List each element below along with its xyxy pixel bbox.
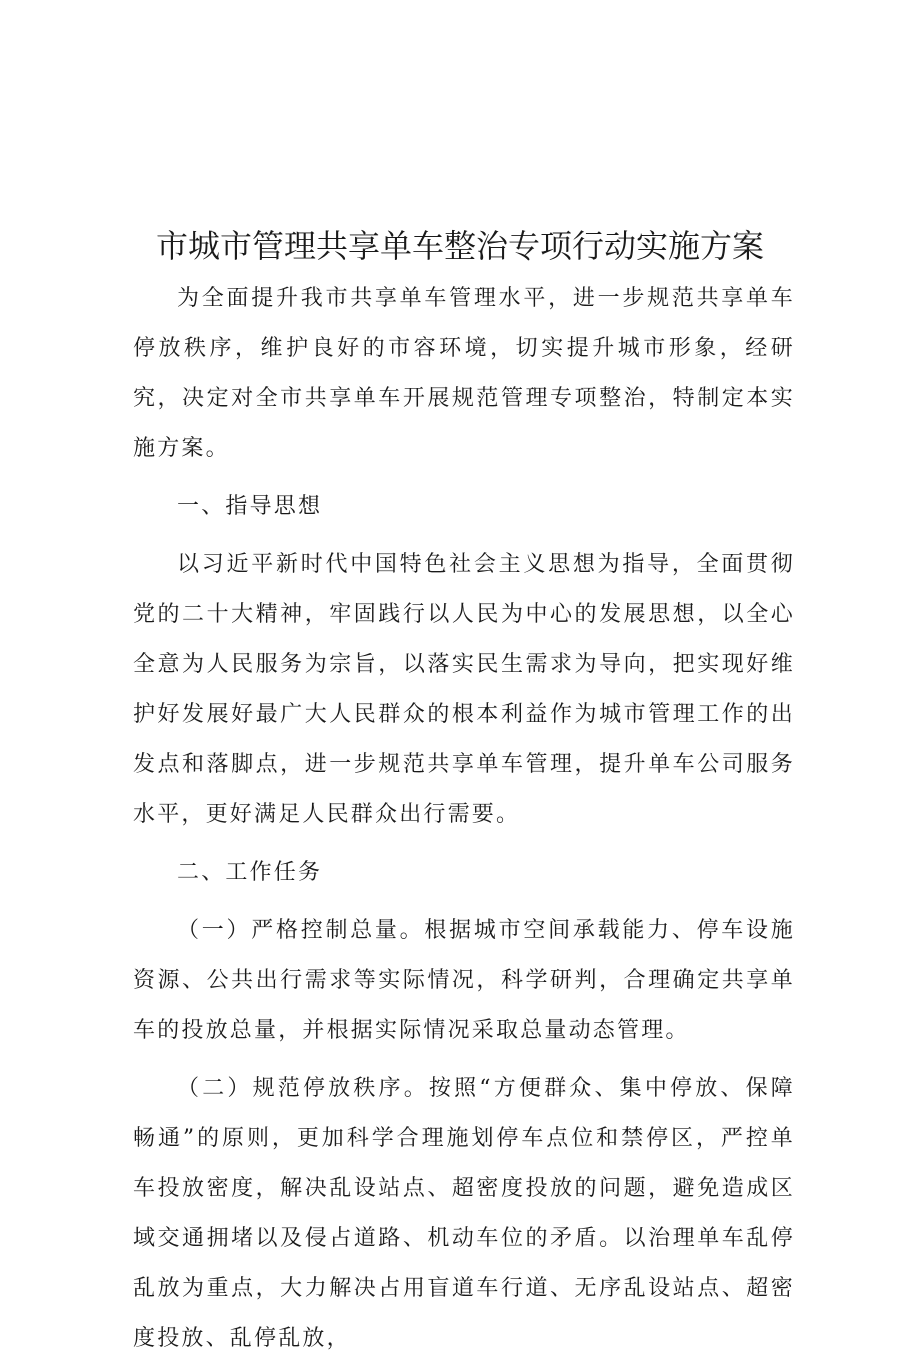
section-heading-guiding-ideology: 一、指导思想 — [177, 494, 323, 519]
guiding-ideology-paragraph: 以习近平新时代中国特色社会主义思想为指导，全面贯彻党的二十大精神，牢固践行以人民为中心的发展思想，以全心全意为人民服务为宗旨，以落实民生需求为导向，把实现好维护好发展好最广大人民群众的根本利益作为城市管理工作的出发点和落脚点，进一步规范共享单车管理，提升单车公司服务水平，更好满足人民群众出行需要。 — [133, 552, 795, 827]
task-item-control-total: （一）严格控制总量。根据城市空间承载能力、停车设施资源、公共出行需求等实际情况，科学研判，合理确定共享单车的投放总量，并根据实际情况采取总量动态管理。 — [133, 918, 795, 1043]
document-title: 市城市管理共享单车整治专项行动实施方案 — [155, 227, 764, 265]
section-heading-work-tasks: 二、工作任务 — [177, 860, 323, 885]
task-item-parking-order: （二）规范停放秩序。按照“方便群众、集中停放、保障畅通”的原则，更加科学合理施划停车点位和禁停区，严控单车投放密度，解决乱设站点、超密度投放的问题，避免造成区域交通拥堵以及侵占道路、机动车位的矛盾。以治理单车乱停乱放为重点，大力解决占用盲道车行道、无序乱设站点、超密度投放、乱停乱放， — [133, 1076, 795, 1351]
intro-paragraph: 为全面提升我市共享单车管理水平，进一步规范共享单车停放秩序，维护良好的市容环境，切实提升城市形象，经研究，决定对全市共享单车开展规范管理专项整治，特制定本实施方案。 — [133, 286, 795, 461]
document-body — [133, 274, 795, 1364]
